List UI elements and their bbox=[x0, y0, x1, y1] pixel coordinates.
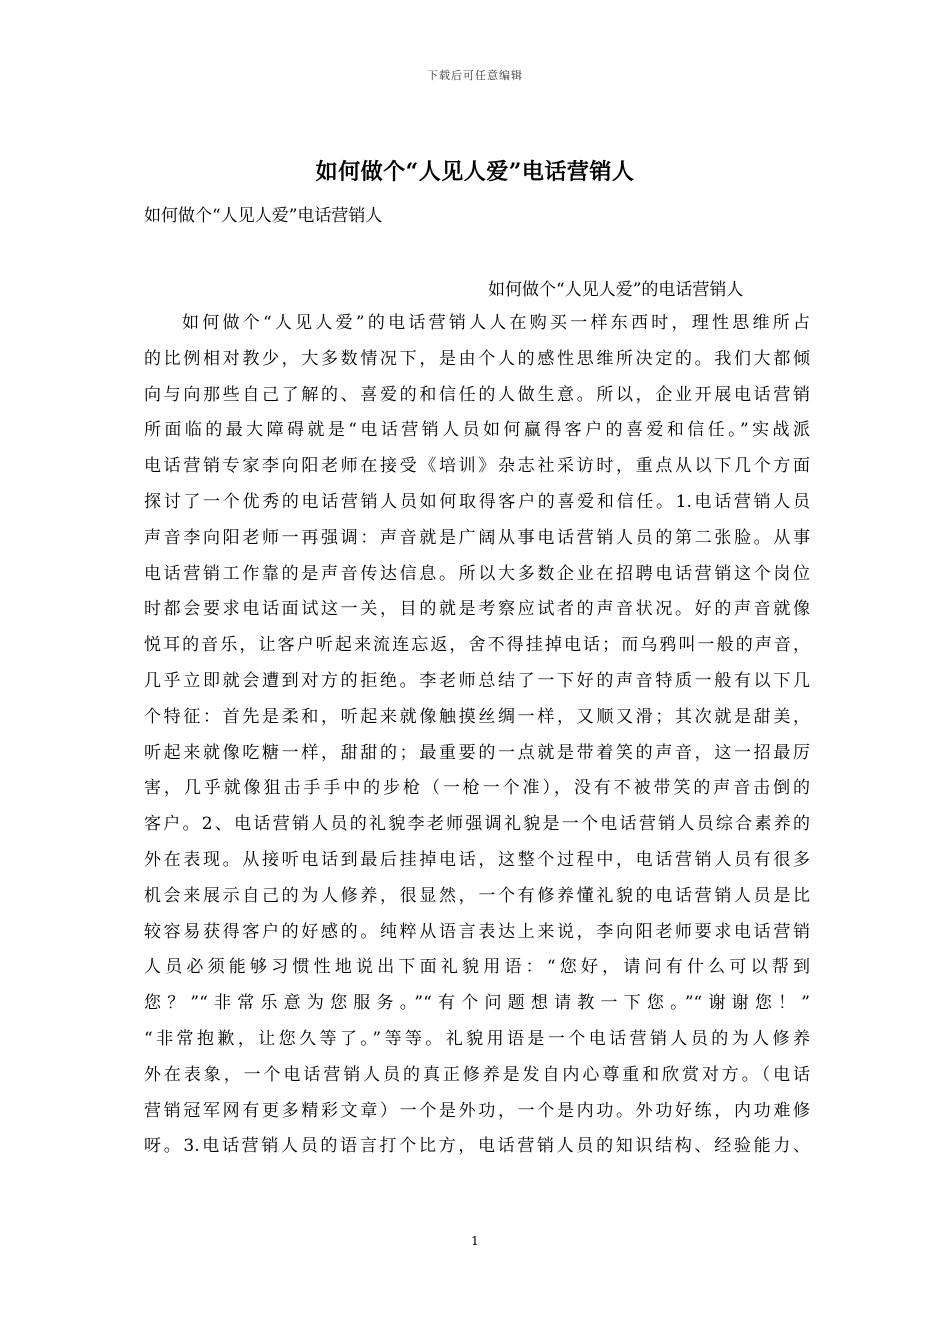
text-line: 所面临的最大障碍就是“电话营销人员如何赢得客户的喜爱和信任。”实战派 bbox=[144, 420, 810, 441]
text-line: 个特征：首先是柔和，听起来就像触摸丝绸一样，又顺又滑；其次就是甜美， bbox=[144, 706, 810, 727]
text-line: 探讨了一个优秀的电话营销人员如何取得客户的喜爱和信任。1.电话营销人员 bbox=[144, 491, 810, 512]
text-line: 电话营销工作靠的是声音传达信息。所以大多数企业在招聘电话营销这个岗位 bbox=[144, 563, 810, 584]
text-line: 听起来就像吃糖一样，甜甜的；最重要的一点就是带着笑的声音，这一招最厉 bbox=[144, 742, 810, 763]
text-line: 声音李向阳老师一再强调：声音就是广阔从事电话营销人员的第二张脸。从事 bbox=[144, 527, 810, 548]
text-line: 外在表现。从接听电话到最后挂掉电话，这整个过程中，电话营销人员有很多 bbox=[144, 849, 810, 870]
text-line: 向与向那些自己了解的、喜爱的和信任的人做生意。所以，企业开展电话营销 bbox=[144, 384, 810, 405]
text-line: 较容易获得客户的好感的。纯粹从语言表达上来说，李向阳老师要求电话营销 bbox=[144, 921, 810, 942]
text-line: 人员必须能够习惯性地说出下面礼貌用语：“您好，请问有什么可以帮到 bbox=[144, 957, 810, 978]
text-line: 害，几乎就像狙击手手中的步枪（一枪一个准），没有不被带笑的声音击倒的 bbox=[144, 778, 810, 799]
text-line: 几乎立即就会遭到对方的拒绝。李老师总结了一下好的声音特质一般有以下几 bbox=[144, 670, 810, 691]
document-title: 如何做个“人见人爱”电话营销人 bbox=[315, 159, 635, 185]
text-line: 时都会要求电话面试这一关，目的就是考察应试者的声音状况。好的声音就像 bbox=[144, 599, 810, 620]
text-line: 营销冠军网有更多精彩文章）一个是外功，一个是内功。外功好练，内功难修 bbox=[144, 1100, 810, 1121]
text-line: “非常抱歉，让您久等了。”等等。礼貌用语是一个电话营销人员的为人修养 bbox=[144, 1028, 810, 1049]
text-line: 如何做个“人见人爱”的电话营销人人在购买一样东西时，理性思维所占 bbox=[182, 313, 810, 333]
text-line: 机会来展示自己的为人修养，很显然，一个有修养懂礼貌的电话营销人员是比 bbox=[144, 885, 810, 906]
page-header: 下载后可任意编辑 bbox=[427, 69, 523, 82]
text-line: 您？”“非常乐意为您服务。”“有个问题想请教一下您。”“谢谢您！” bbox=[144, 993, 810, 1014]
article-body bbox=[144, 306, 810, 1206]
text-line: 的比例相对教少，大多数情况下，是由个人的感性思维所决定的。我们大都倾 bbox=[144, 348, 810, 369]
text-line: 呀。3.电话营销人员的语言打个比方，电话营销人员的知识结构、经验能力、 bbox=[144, 1136, 810, 1157]
document-subtitle: 如何做个“人见人爱”电话营销人 bbox=[144, 206, 383, 226]
text-line: 悦耳的音乐，让客户听起来流连忘返，舍不得挂掉电话；而乌鸦叫一般的声音， bbox=[144, 635, 810, 656]
text-line: 电话营销专家李向阳老师在接受《培训》杂志社采访时，重点从以下几个方面 bbox=[144, 456, 810, 477]
page-number: 1 bbox=[471, 1234, 479, 1248]
text-line: 客户。2、电话营销人员的礼貌李老师强调礼貌是一个电话营销人员综合素养的 bbox=[144, 814, 810, 835]
text-line: 外在表象，一个电话营销人员的真正修养是发自内心尊重和欣赏对方。（电话 bbox=[144, 1064, 810, 1085]
article-heading: 如何做个“人见人爱”的电话营销人 bbox=[488, 280, 744, 300]
